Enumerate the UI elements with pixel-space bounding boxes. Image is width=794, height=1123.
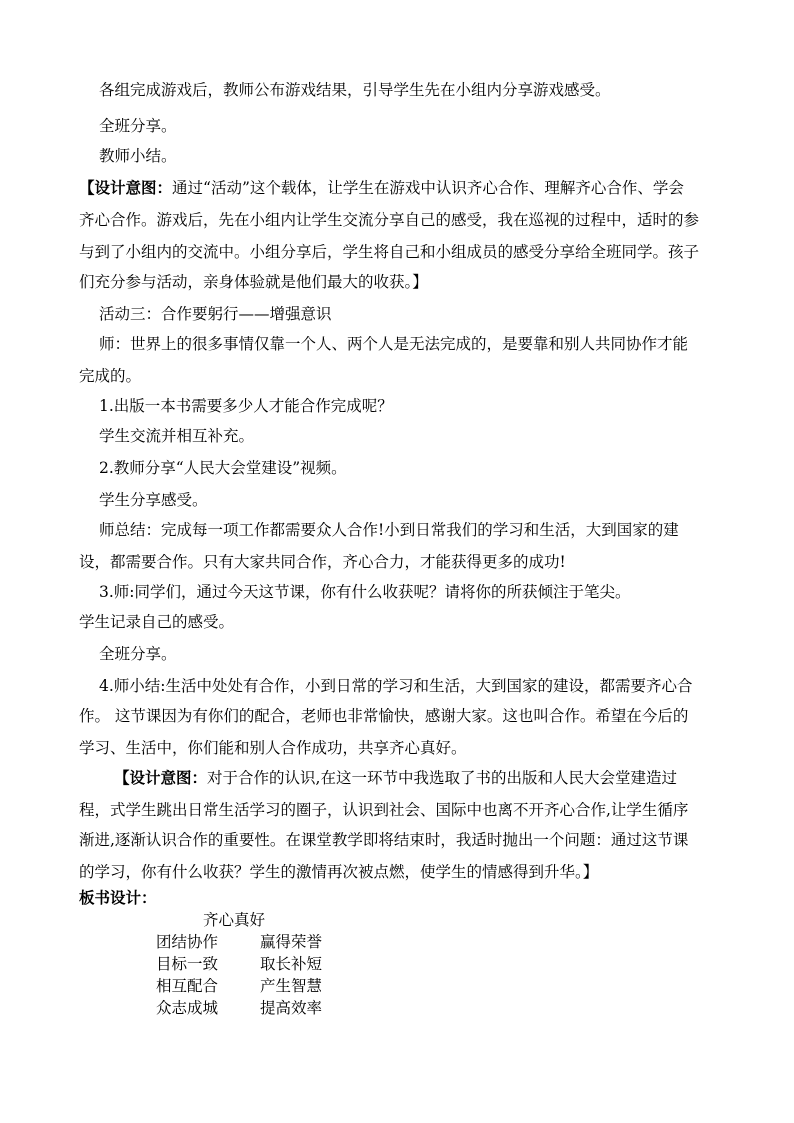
- design-intent-heading: 【设计意图：: [79, 178, 173, 197]
- paragraph-line: 们充分参与活动，亲身体验就是他们最大的收获。】: [79, 273, 428, 291]
- design-intent-block: [79, 178, 684, 198]
- activity-heading: 活动三：合作要躬行——增强意识: [99, 305, 332, 323]
- paragraph-line: 作。 这节课因为有你们的配合，老师也非常愉快，感谢大家。这也叫合作。希望在今后的: [79, 707, 689, 725]
- paragraph-line: 学生记录自己的感受。: [79, 613, 235, 631]
- paragraph-line: 师：世界上的很多事情仅靠一个人、两个人是无法完成的，是要靠和别人共同协作才能: [99, 335, 689, 353]
- paragraph-line: 与到了小组内的交流中。小组分享后，学生将自己和小组成员的感受分享给全班同学。孩子: [79, 243, 700, 261]
- paragraph-line: 全班分享。: [99, 645, 177, 663]
- paragraph-line: 的学习，你有什么收获？学生的激情再次被点燃，使学生的情感得到升华。】: [79, 863, 599, 881]
- board-left-item: 团结协作: [156, 933, 219, 951]
- design-intent-text: 对于合作的认识,在这一环节中我选取了书的出版和人民大会堂建造过: [207, 769, 677, 787]
- paragraph-line: 学生分享感受。: [99, 491, 208, 509]
- paragraph-line: 学习、生活中，你们能和别人合作成功，共享齐心真好。: [79, 739, 467, 757]
- paragraph-line: 齐心合作。游戏后，先在小组内让学生交流分享自己的感受，我在巡视的过程中，适时的参: [79, 211, 700, 229]
- paragraph-line: 师总结：完成每一项工作都需要众人合作!小到日常我们的学习和生活，大到国家的建: [99, 521, 679, 539]
- numbered-item: 1.出版一本书需要多少人才能合作完成呢？: [99, 397, 393, 415]
- paragraph-line: 学生交流并相互补充。: [99, 427, 255, 445]
- paragraph-line: 程，式学生跳出日常生活学习的圈子，认识到社会、国际中也离不开齐心合作,让学生循序: [79, 801, 689, 819]
- design-intent-heading: 【设计意图：: [114, 768, 208, 787]
- numbered-item: 4.师小结:生活中处处有合作，小到日常的学习和生活，大到国家的建设，都需要齐心合: [99, 677, 693, 695]
- design-intent-block: [114, 768, 677, 788]
- paragraph-line: 教师小结。: [99, 147, 177, 165]
- board-title: 齐心真好: [203, 911, 266, 929]
- paragraph-line: 全班分享。: [99, 117, 177, 135]
- board-right-item: 提高效率: [260, 999, 323, 1017]
- paragraph-line: 各组完成游戏后，教师公布游戏结果，引导学生先在小组内分享游戏感受。: [99, 81, 611, 99]
- board-right-item: 赢得荣誉: [260, 933, 323, 951]
- paragraph-line: 渐进,逐渐认识合作的重要性。在课堂教学即将结束时，我适时抛出一个问题：通过这节课: [79, 831, 689, 849]
- paragraph-line: 设，都需要合作。只有大家共同合作，齐心合力，才能获得更多的成功!: [79, 553, 566, 571]
- board-left-item: 众志成城: [156, 999, 219, 1017]
- design-intent-text: 通过“活动”这个载体，让学生在游戏中认识齐心合作、理解齐心合作、学会: [172, 179, 684, 197]
- board-right-item: 产生智慧: [260, 977, 323, 995]
- board-right-item: 取长补短: [260, 955, 323, 973]
- numbered-item: 3.师:同学们，通过今天这节课，你有什么收获呢？请将你的所获倾注于笔尖。: [99, 583, 631, 601]
- board-design-heading: 板书设计：: [79, 888, 157, 907]
- numbered-item: 2.教师分享“人民大会堂建设”视频。: [99, 459, 347, 477]
- paragraph-line: 完成的。: [79, 367, 142, 385]
- board-left-item: 相互配合: [156, 977, 219, 995]
- board-left-item: 目标一致: [156, 955, 219, 973]
